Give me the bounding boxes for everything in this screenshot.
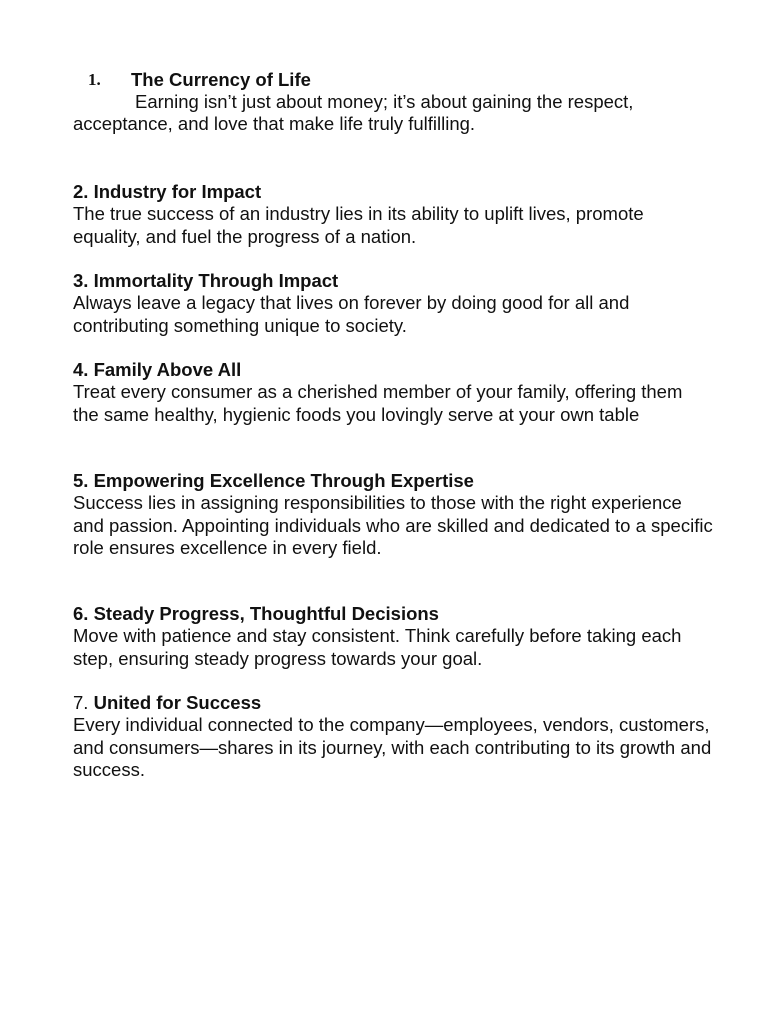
principle-4-heading [73,359,713,381]
principle-7-heading [73,692,713,714]
principle-1 [73,69,713,135]
principle-2 [73,181,713,248]
principle-7 [73,692,713,781]
principle-2-title: Industry for Impact [93,181,262,202]
principle-3-body: Always leave a legacy that lives on forever by doing good for all and contributing something unique to society. [73,292,630,336]
principle-4-body: Treat every consumer as a cherished member of your family, offering them the same healthy, hygienic foods you lovingly serve at your own table [73,381,683,425]
principle-2-heading [73,181,713,203]
principle-1-body: Earning isn’t just about money; it’s about gaining the respect, acceptance, and love that make life truly fulfilling. [73,91,634,135]
principle-5-number: 5. [73,470,89,491]
principle-6-heading [73,603,713,625]
principle-4-number: 4. [73,359,89,380]
principle-4-title: Family Above All [93,359,242,380]
principle-3 [73,270,713,337]
principle-5-heading [73,470,713,492]
principle-5 [73,470,713,559]
principle-6-number: 6. [73,603,89,624]
principle-7-title: United for Success [93,692,262,713]
principle-2-body: The true success of an industry lies in its ability to uplift lives, promote equality, and fuel the progress of a nation. [73,203,644,247]
principle-3-title: Immortality Through Impact [93,270,339,291]
principle-3-number: 3. [73,270,89,291]
principle-6 [73,603,713,670]
principle-7-number: 7. [73,692,89,713]
principle-6-body: Move with patience and stay consistent. Think carefully before taking each step, ensuring steady progress towards your goal. [73,625,682,669]
principle-6-title: Steady Progress, Thoughtful Decisions [93,603,439,624]
principle-3-heading [73,270,713,292]
principle-1-number: 1. [88,70,101,89]
principle-4 [73,359,713,426]
principle-2-number: 2. [73,181,89,202]
principle-5-body: Success lies in assigning responsibilities to those with the right experience and passion. Appointing individuals who are skilled and dedicated to a specific role ensures excellence in every field. [73,492,713,558]
principle-1-title: The Currency of Life [131,69,311,90]
principle-5-title: Empowering Excellence Through Expertise [93,470,474,491]
principle-7-body: Every individual connected to the company—employees, vendors, customers, and consumers—shares in its journey, with each contributing to its growth and success. [73,714,712,780]
